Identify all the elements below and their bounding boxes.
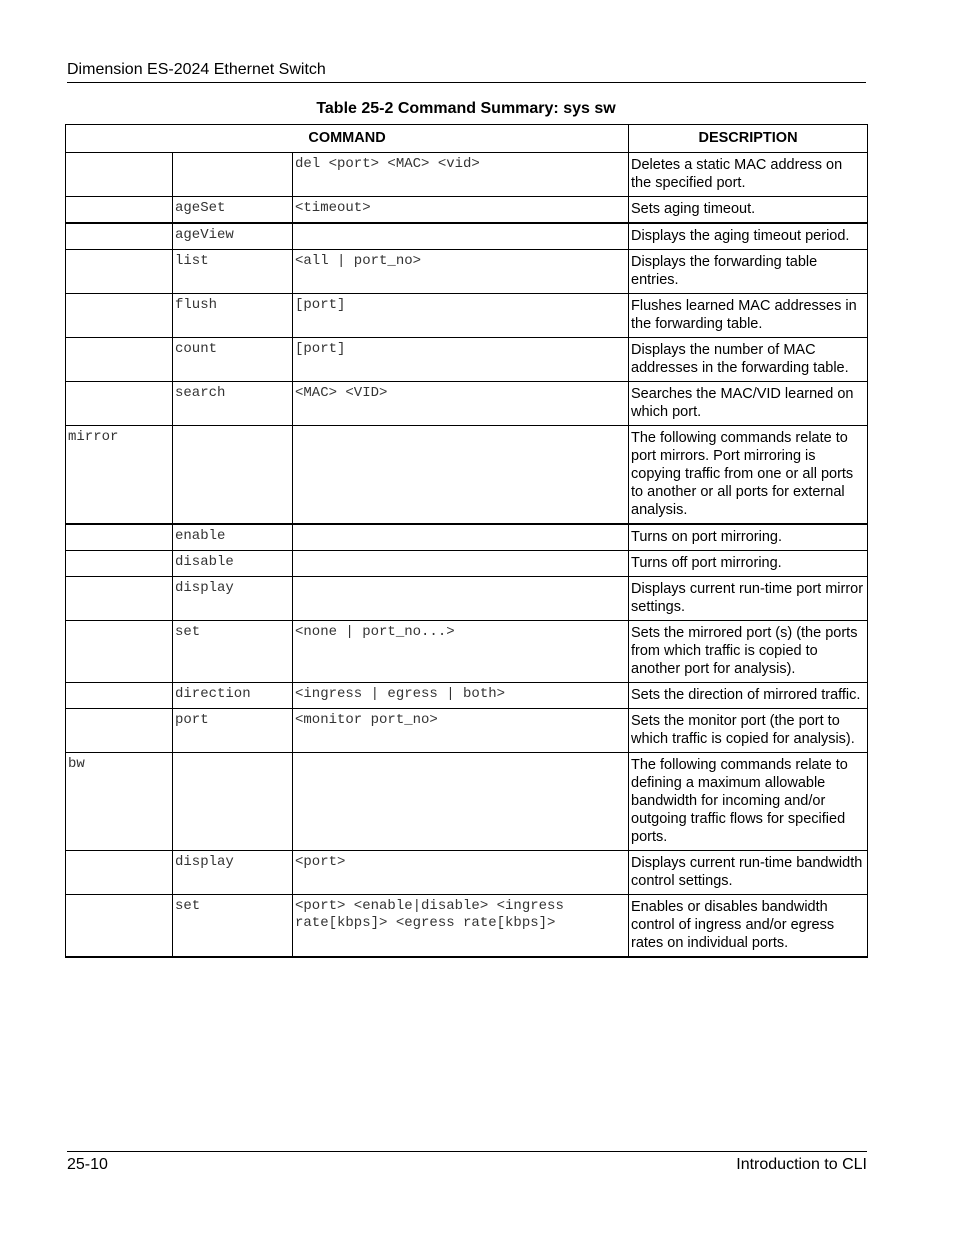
arguments-cell: <ingress | egress | both>	[293, 683, 629, 709]
command-cell	[66, 621, 173, 683]
command-cell	[66, 197, 173, 224]
command-cell	[66, 577, 173, 621]
subcommand-cell	[173, 426, 293, 525]
command-cell	[66, 382, 173, 426]
subcommand-cell: list	[173, 250, 293, 294]
table-row	[66, 426, 868, 525]
command-cell	[66, 250, 173, 294]
description-cell: Sets the monitor port (the port to which traffic is copied for analysis).	[629, 709, 868, 753]
table-header-row	[66, 125, 868, 153]
arguments-cell: [port]	[293, 338, 629, 382]
subcommand-cell: ageView	[173, 223, 293, 250]
description-cell: The following commands relate to port mirrors. Port mirroring is copying traffic from one or all ports to another or all ports for external analysis.	[629, 426, 868, 525]
command-cell	[66, 223, 173, 250]
arguments-cell	[293, 753, 629, 851]
table-row	[66, 382, 868, 426]
table-body	[66, 153, 868, 958]
subcommand-cell	[173, 153, 293, 197]
subcommand-cell: ageSet	[173, 197, 293, 224]
table-row	[66, 551, 868, 577]
subcommand-cell: enable	[173, 524, 293, 551]
command-cell: mirror	[66, 426, 173, 525]
description-cell: Deletes a static MAC address on the specified port.	[629, 153, 868, 197]
subcommand-cell: count	[173, 338, 293, 382]
table-row	[66, 197, 868, 224]
table-row	[66, 709, 868, 753]
subcommand-cell: port	[173, 709, 293, 753]
table-row	[66, 338, 868, 382]
table-row	[66, 250, 868, 294]
subcommand-cell: direction	[173, 683, 293, 709]
command-cell	[66, 851, 173, 895]
description-cell: Sets the direction of mirrored traffic.	[629, 683, 868, 709]
subcommand-cell: flush	[173, 294, 293, 338]
description-cell: Sets the mirrored port (s) (the ports from which traffic is copied to another port for analysis).	[629, 621, 868, 683]
description-cell: Turns off port mirroring.	[629, 551, 868, 577]
subcommand-cell: search	[173, 382, 293, 426]
table-row	[66, 294, 868, 338]
table-row	[66, 895, 868, 958]
command-column-header: COMMAND	[66, 125, 629, 153]
command-cell	[66, 294, 173, 338]
description-column-header: DESCRIPTION	[629, 125, 868, 153]
description-cell: Displays current run-time bandwidth control settings.	[629, 851, 868, 895]
table-row	[66, 153, 868, 197]
arguments-cell	[293, 223, 629, 250]
page-header: Dimension ES-2024 Ethernet Switch	[67, 60, 866, 83]
subcommand-cell: set	[173, 621, 293, 683]
table-row	[66, 683, 868, 709]
table-row	[66, 851, 868, 895]
command-summary-table	[65, 124, 868, 958]
arguments-cell	[293, 426, 629, 525]
description-cell: Turns on port mirroring.	[629, 524, 868, 551]
description-cell: Displays the number of MAC addresses in the forwarding table.	[629, 338, 868, 382]
command-cell	[66, 551, 173, 577]
description-cell: Sets aging timeout.	[629, 197, 868, 224]
section-title: Introduction to CLI	[736, 1156, 867, 1173]
subcommand-cell: display	[173, 851, 293, 895]
description-cell: Displays the aging timeout period.	[629, 223, 868, 250]
page-number: 25-10	[67, 1156, 108, 1173]
arguments-cell	[293, 577, 629, 621]
table-row	[66, 753, 868, 851]
table-row	[66, 621, 868, 683]
description-cell: Flushes learned MAC addresses in the forwarding table.	[629, 294, 868, 338]
description-cell: Displays current run-time port mirror settings.	[629, 577, 868, 621]
command-cell	[66, 524, 173, 551]
arguments-cell: <none | port_no...>	[293, 621, 629, 683]
command-cell	[66, 895, 173, 958]
table-row	[66, 524, 868, 551]
description-cell: Searches the MAC/VID learned on which port.	[629, 382, 868, 426]
description-cell: Displays the forwarding table entries.	[629, 250, 868, 294]
page-footer	[67, 1151, 867, 1173]
command-cell	[66, 338, 173, 382]
description-cell: Enables or disables bandwidth control of ingress and/or egress rates on individual ports.	[629, 895, 868, 958]
arguments-cell: <timeout>	[293, 197, 629, 224]
arguments-cell: <MAC> <VID>	[293, 382, 629, 426]
table-caption: Table 25-2 Command Summary: sys sw	[316, 100, 616, 117]
arguments-cell: <port> <enable|disable> <ingress rate[kbps]> <egress rate[kbps]>	[293, 895, 629, 958]
subcommand-cell: display	[173, 577, 293, 621]
command-cell	[66, 683, 173, 709]
description-cell: The following commands relate to defining a maximum allowable bandwidth for incoming and/or outgoing traffic flows for specified ports.	[629, 753, 868, 851]
arguments-cell	[293, 524, 629, 551]
subcommand-cell: disable	[173, 551, 293, 577]
arguments-cell: [port]	[293, 294, 629, 338]
table-row	[66, 223, 868, 250]
table-row	[66, 577, 868, 621]
subcommand-cell: set	[173, 895, 293, 958]
command-cell: bw	[66, 753, 173, 851]
arguments-cell: <monitor port_no>	[293, 709, 629, 753]
arguments-cell: <port>	[293, 851, 629, 895]
arguments-cell: del <port> <MAC> <vid>	[293, 153, 629, 197]
arguments-cell	[293, 551, 629, 577]
arguments-cell: <all | port_no>	[293, 250, 629, 294]
subcommand-cell	[173, 753, 293, 851]
command-cell	[66, 709, 173, 753]
command-cell	[66, 153, 173, 197]
